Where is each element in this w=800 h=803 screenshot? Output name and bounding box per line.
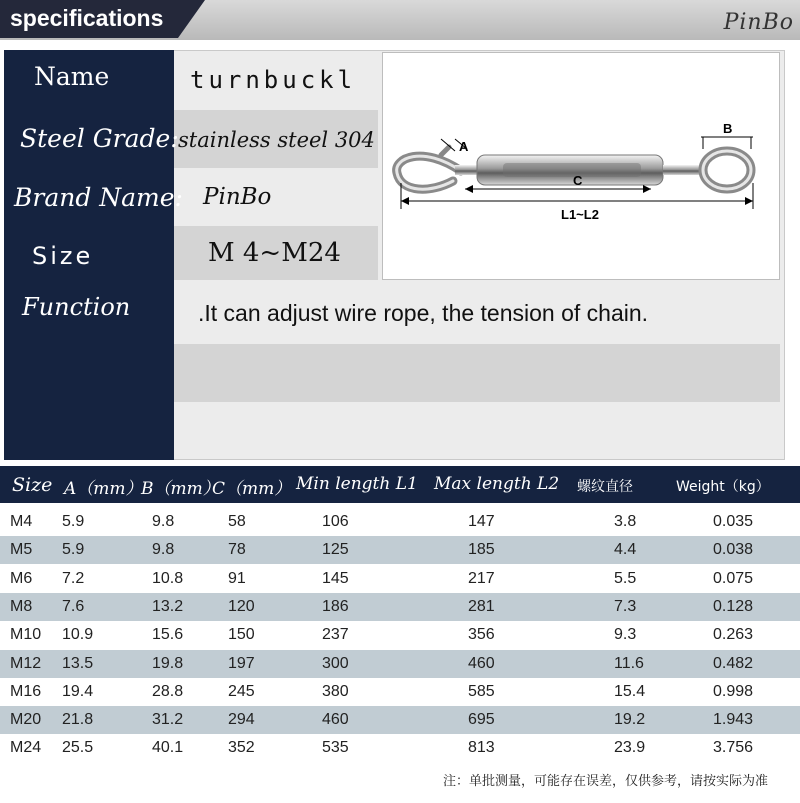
table-row — [0, 706, 800, 734]
table-cell: 7.2 — [62, 569, 85, 587]
table-cell: 19.8 — [152, 654, 184, 672]
table-cell: 7.3 — [614, 597, 637, 615]
table-cell: 25.5 — [62, 739, 94, 757]
table-cell: 58 — [228, 513, 246, 530]
table-cell: M8 — [10, 597, 33, 615]
size-value: M 4~M24 — [208, 238, 341, 268]
table-cell: 294 — [228, 711, 255, 729]
table-cell: 380 — [322, 682, 349, 700]
table-row — [0, 650, 800, 678]
table-cell: 91 — [228, 569, 246, 587]
table-cell: 19.4 — [62, 682, 94, 700]
name-value: turnbuckl — [190, 66, 357, 94]
col-min-length: Min length L1 — [296, 474, 418, 494]
table-cell: 145 — [322, 569, 349, 587]
table-cell: 23.9 — [614, 739, 646, 757]
col-c: C（mm） — [212, 479, 292, 499]
table-cell: M24 — [10, 739, 42, 757]
table-row — [0, 734, 800, 762]
table-row — [0, 678, 800, 706]
table-cell: 281 — [468, 597, 495, 615]
table-cell: 1.943 — [713, 711, 754, 729]
table-cell: 7.6 — [62, 597, 85, 615]
table-cell: 237 — [322, 626, 349, 644]
table-cell: 352 — [228, 739, 255, 757]
table-cell: M12 — [10, 654, 42, 672]
table-cell: 0.263 — [713, 626, 754, 644]
table-cell: 9.8 — [152, 541, 175, 559]
function-label: Function — [22, 293, 131, 321]
table-cell: 245 — [228, 682, 255, 700]
table-cell: 4.4 — [614, 541, 637, 559]
table-cell: 21.8 — [62, 711, 94, 729]
col-max-length: Max length L2 — [434, 474, 560, 494]
name-label: Name — [34, 62, 110, 91]
table-cell: 13.5 — [62, 654, 94, 672]
table-cell: 5.9 — [62, 513, 85, 530]
table-cell: 10.8 — [152, 569, 184, 587]
brand-label: Brand Name: — [14, 183, 183, 212]
page-title: specifications — [10, 5, 164, 31]
table-cell: 150 — [228, 626, 255, 644]
table-row — [0, 593, 800, 621]
function-value: .It can adjust wire rope, the tension of chain. — [198, 300, 649, 326]
col-thread-diameter: 螺纹直径 — [577, 479, 633, 495]
table-cell: 300 — [322, 654, 349, 672]
dim-label-b: B — [723, 121, 733, 136]
brand-mark: PinBo — [723, 10, 794, 35]
table-cell: 5.5 — [614, 569, 637, 587]
table-cell: M20 — [10, 711, 42, 729]
footnote: 注：单批测量，可能存在误差，仅供参考，请按实际为准 — [442, 774, 768, 789]
bottom-margin — [0, 795, 800, 803]
size-label: Size — [32, 242, 94, 270]
table-cell: 460 — [468, 654, 495, 672]
table-cell: 40.1 — [152, 739, 184, 757]
table-cell: 695 — [468, 711, 495, 729]
table-cell: 535 — [322, 739, 349, 757]
table-cell: 185 — [468, 541, 495, 559]
table-cell: 19.2 — [614, 711, 646, 729]
table-cell: M4 — [10, 513, 33, 530]
table-cell: 3.756 — [713, 739, 754, 757]
table-header — [0, 466, 800, 503]
grade-label: Steel Grade: — [20, 124, 179, 153]
table-cell: 813 — [468, 739, 495, 757]
table-cell: 0.482 — [713, 654, 754, 672]
table-cell: 147 — [468, 513, 495, 530]
table-cell: 78 — [228, 541, 246, 559]
table-cell: M10 — [10, 626, 42, 644]
table-cell: 9.8 — [152, 513, 175, 530]
table-cell: 28.8 — [152, 682, 184, 700]
table-cell: 0.998 — [713, 682, 754, 700]
table-cell: M16 — [10, 682, 42, 700]
table-cell: 15.6 — [152, 626, 184, 644]
table-cell: 3.8 — [614, 513, 637, 530]
table-cell: 585 — [468, 682, 495, 700]
grade-value: stainless steel 304 — [178, 128, 375, 152]
table-cell: 120 — [228, 597, 255, 615]
table-cell: 15.4 — [614, 682, 646, 700]
col-weight: Weight（kg） — [676, 479, 770, 495]
table-cell: 217 — [468, 569, 495, 587]
table-cell: 356 — [468, 626, 495, 644]
table-cell: 10.9 — [62, 626, 94, 644]
table-cell: 0.128 — [713, 597, 754, 615]
table-cell: 197 — [228, 654, 255, 672]
function-band — [174, 344, 780, 402]
table-cell: 186 — [322, 597, 349, 615]
brand-value: PinBo — [203, 184, 272, 210]
table-cell: 0.035 — [713, 513, 754, 530]
table-cell: M5 — [10, 541, 33, 559]
table-cell: 0.038 — [713, 541, 754, 559]
table-cell: 5.9 — [62, 541, 85, 559]
table-row — [0, 536, 800, 564]
dim-label-a: A — [459, 139, 469, 154]
col-size: Size — [12, 474, 53, 496]
table-row — [0, 565, 800, 593]
table-cell: 9.3 — [614, 626, 637, 644]
table-cell: 31.2 — [152, 711, 184, 729]
table-row — [0, 621, 800, 649]
table-cell: 125 — [322, 541, 349, 559]
col-a: A（mm） — [64, 479, 143, 499]
dim-label-c: C — [573, 173, 583, 188]
product-diagram — [382, 52, 780, 280]
table-cell: 0.075 — [713, 569, 754, 587]
table-cell: 460 — [322, 711, 349, 729]
table-cell: 11.6 — [614, 654, 644, 672]
table-cell: 106 — [322, 513, 349, 530]
table-row — [0, 508, 800, 536]
table-cell: 13.2 — [152, 597, 184, 615]
col-b: B（mm） — [141, 479, 220, 499]
table-cell: M6 — [10, 569, 33, 587]
dim-label-l: L1~L2 — [561, 207, 599, 222]
